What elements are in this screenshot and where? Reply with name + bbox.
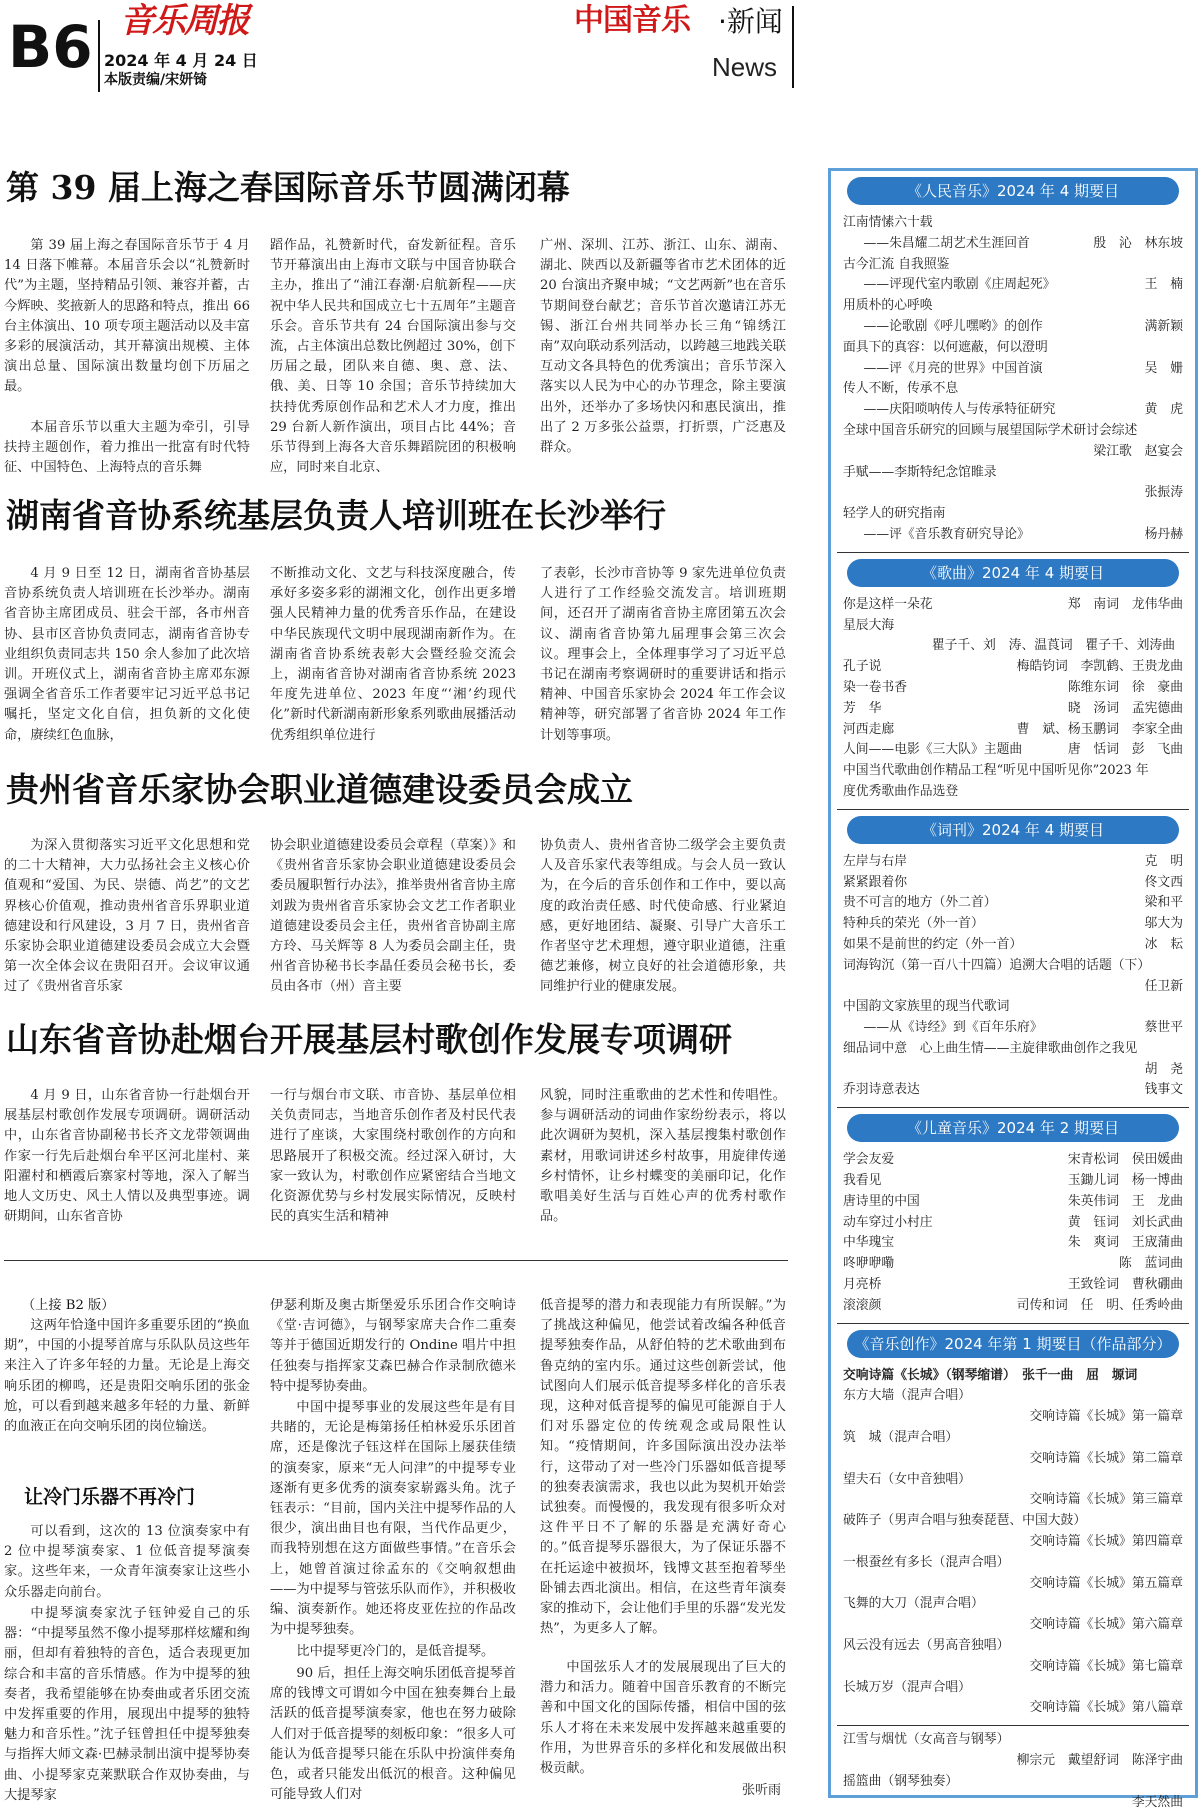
entry-author: 克 明 bbox=[1144, 853, 1183, 869]
entry-author: 郑 南词 龙伟华曲 bbox=[1067, 596, 1183, 612]
contents-entry bbox=[843, 595, 1183, 616]
contents-entry bbox=[843, 914, 1183, 935]
contents-entry bbox=[843, 213, 1183, 234]
entry-author: 王致铨词 曹秋硼曲 bbox=[1067, 1277, 1183, 1293]
entry-title: 一根蚕丝有多长（混声合唱） bbox=[843, 1554, 1010, 1570]
entry-title: 人间——电影《三大队》主题曲 bbox=[843, 742, 1023, 758]
contents-entry bbox=[843, 1657, 1183, 1678]
contents-entry bbox=[843, 699, 1183, 720]
entry-author: 殷 沁 林东坡 bbox=[1093, 235, 1183, 251]
entry-title: 动车穿过小村庄 bbox=[843, 1214, 933, 1230]
contents-entry bbox=[843, 1553, 1183, 1574]
entry-title: 瞿子千、刘 涛、温莨词 瞿子千、刘涛曲 bbox=[931, 638, 1175, 654]
contents-entry bbox=[843, 657, 1183, 678]
header-divider bbox=[98, 20, 100, 92]
entry-author: 蔡世平 bbox=[1144, 1020, 1183, 1036]
article-column: 4 月 9 日至 12 日，湖南省音协基层音协系统负责人培训班在长沙举办。湖南省音协主席团成员、驻会干部，各市州音协、县市区音协负责同志，湖南省音协专业组织负责同志共 150 余人参加了此次培训。开班仪式上，湖南省音协主席邓东源强调全省音乐工作者要牢记习近平总书记嘱托，坚定文化自信，担负新的文化使命，赓续红色血脉， bbox=[4, 566, 250, 743]
entry-author: 陈 蓝词曲 bbox=[1119, 1256, 1183, 1272]
contents-section bbox=[837, 559, 1189, 810]
contents-sidebar bbox=[828, 168, 1198, 1810]
contents-entry bbox=[843, 1615, 1183, 1636]
article-column: 4 月 9 日，山东省音协一行赴烟台开展基层村歌创作发展专项调研。调研活动中，山东省音协副秘书长齐文龙带领调曲作家一行先后赴烟台牟平区河北崖村、莱阳濯村和栖霞后寨家村等地，深入了解当地人文历史、风土人情以及典型事迹。调研期间，山东省音协 bbox=[4, 1088, 250, 1225]
entry-title: 东方大墙（混声合唱） bbox=[843, 1388, 971, 1404]
contents-section-title: 《歌曲》2024 年 4 期要目 bbox=[847, 559, 1179, 587]
entry-title: 传人不断，传承不息 bbox=[843, 381, 959, 397]
contents-entry bbox=[843, 1171, 1183, 1192]
entry-author: 交响诗篇《长城》第八篇章 bbox=[1029, 1700, 1183, 1716]
contents-entry bbox=[843, 1772, 1183, 1793]
entry-title: 手赋——李斯特纪念馆睢录 bbox=[843, 464, 997, 480]
entry-author: 陈维东词 徐 豪曲 bbox=[1067, 679, 1183, 695]
article-subhead: 让冷门乐器不再冷门 bbox=[24, 1486, 196, 1508]
entry-author: 邬大为 bbox=[1144, 916, 1183, 932]
newspaper-logo: 音乐周报 bbox=[120, 1, 248, 41]
article-column: 协会职业道德建设委员会章程（草案）》和《贵州省音乐家协会职业道德建设委员会委员履职暂行办法》，推举贵州省音协主席刘跋为贵州省音乐家协会文艺工作者职业道德建设委员会主任，贵州省音协副主席方玲、马关辉等 8 人为委员会副主任，贵州省音协秘书长李晶任委员会秘书长，委员由各市（州）音主要 bbox=[270, 838, 516, 995]
contents-section bbox=[837, 1330, 1189, 1727]
entry-author: 任卫新 bbox=[1144, 978, 1183, 994]
entry-author: 曹 斌、杨玉鹏词 李家全曲 bbox=[1016, 721, 1183, 737]
entry-title: ——论歌剧《呼儿嘿哟》的创作 bbox=[863, 318, 1043, 334]
contents-entry bbox=[843, 1254, 1183, 1275]
article-headline: 贵州省音乐家协会职业道德建设委员会成立 bbox=[6, 770, 633, 809]
contents-entry bbox=[843, 1275, 1183, 1296]
contents-entry bbox=[843, 255, 1183, 276]
entry-author: 唐 恬词 彭 飞曲 bbox=[1067, 742, 1183, 758]
article-headline: 湖南省音协系统基层负责人培训班在长沙举行 bbox=[6, 496, 666, 535]
entry-title: 中华瑰宝 bbox=[843, 1235, 895, 1251]
entry-author: 交响诗篇《长城》第六篇章 bbox=[1029, 1617, 1183, 1633]
contents-section-title: 《词刊》2024 年 4 期要目 bbox=[847, 816, 1179, 844]
contents-entry bbox=[843, 1470, 1183, 1491]
section-label-en: News bbox=[712, 52, 778, 82]
contents-entry bbox=[843, 935, 1183, 956]
entry-author: 交响诗篇《长城》第一篇章 bbox=[1029, 1409, 1183, 1425]
entry-title: 乔羽诗意表达 bbox=[843, 1082, 920, 1098]
contents-section bbox=[837, 1726, 1189, 1819]
contents-entry bbox=[843, 296, 1183, 317]
issue-date: 2024 年 4 月 24 日 bbox=[104, 51, 258, 70]
contents-entry bbox=[843, 400, 1183, 421]
article-headline: 第 39 届上海之春国际音乐节圆满闭幕 bbox=[6, 168, 570, 207]
contents-entry bbox=[843, 463, 1183, 484]
entry-author: 黄 虎 bbox=[1144, 402, 1183, 418]
contents-entry bbox=[843, 1574, 1183, 1595]
entry-title: ——庆阳唢呐传人与传承特征研究 bbox=[863, 402, 1056, 418]
contents-entry bbox=[843, 956, 1183, 977]
contents-section-title: 《人民音乐》2024 年 4 期要目 bbox=[847, 177, 1179, 205]
entry-title: 全球中国音乐研究的回顾与展望国际学术研讨会综述 bbox=[843, 422, 1138, 438]
header-divider-right bbox=[792, 6, 794, 88]
entry-title: 孔子说 bbox=[843, 659, 882, 675]
contents-section-title: 《音乐创作》2024 年第 1 期要目（作品部分） bbox=[847, 1330, 1179, 1358]
contents-section-title: 《儿童音乐》2024 年 2 期要目 bbox=[847, 1114, 1179, 1142]
contents-entry bbox=[843, 1730, 1183, 1751]
contents-entry bbox=[843, 616, 1183, 637]
entry-author: 交响诗篇《长城》第五篇章 bbox=[1029, 1575, 1183, 1591]
contents-entry bbox=[843, 1636, 1183, 1657]
page-editor: 本版责编/宋妍锜 bbox=[104, 72, 208, 88]
entry-author: 司传和词 任 明、任秀岭曲 bbox=[1016, 1297, 1183, 1313]
entry-author: 吴 姗 bbox=[1144, 360, 1183, 376]
contents-entry bbox=[843, 1490, 1183, 1511]
contents-entry bbox=[843, 1018, 1183, 1039]
entry-title: 咚咿咿嘞 bbox=[843, 1256, 895, 1272]
contents-section bbox=[837, 177, 1189, 553]
contents-entry bbox=[843, 1449, 1183, 1470]
entry-author: 交响诗篇《长城》第七篇章 bbox=[1029, 1658, 1183, 1674]
entry-title: 月亮桥 bbox=[843, 1277, 882, 1293]
entry-author: 宋青松词 侯田媛曲 bbox=[1067, 1152, 1183, 1168]
contents-section bbox=[837, 1114, 1189, 1323]
entry-title: 星辰大海 bbox=[843, 617, 895, 633]
contents-entry bbox=[843, 740, 1183, 761]
contents-entry bbox=[843, 421, 1183, 442]
entry-author: 梁江歌 赵宴会 bbox=[1093, 443, 1183, 459]
contents-entry bbox=[843, 504, 1183, 525]
article-column: 这两年恰逢中国许多重要乐团的“换血期”，中国的小提琴首席与乐队队员这些年来注入了许多年轻的力量。无论是上海交响乐团的柳鸣，还是贵阳交响乐团的张金尬，可以看到越来越多年轻的力量、新鲜的血液正在向交响乐团的岗位输送。 bbox=[4, 1318, 250, 1435]
contents-entry bbox=[843, 1751, 1183, 1772]
contents-section bbox=[837, 816, 1189, 1109]
article-byline: 张听雨 bbox=[742, 1783, 782, 1798]
entry-title: 我看见 bbox=[843, 1173, 882, 1189]
entry-title: ——评《音乐教育研究导论》 bbox=[863, 526, 1030, 542]
entry-title: 江雪与烟忧（女高音与钢琴） bbox=[843, 1732, 1010, 1748]
contents-entry bbox=[843, 317, 1183, 338]
article-column: 协负责人、贵州省音协二级学会主要负责人及音乐家代表等组成。与会人员一致认为，在今后的音乐创作和工作中，要以高度的政治责任感、时代使命感、行业紧迫感，更好地团结、凝聚、引导广大音乐工作者坚守艺术理想，遵守职业道德，注重德艺兼修，树立良好的社会道德形象，共同维护行业的健康发展。 bbox=[540, 838, 786, 995]
contents-list bbox=[837, 848, 1189, 1108]
contents-entry bbox=[843, 1296, 1183, 1317]
contents-entry bbox=[843, 997, 1183, 1018]
entry-title: 学会友爱 bbox=[843, 1152, 895, 1168]
entry-author: 王 楠 bbox=[1144, 277, 1183, 293]
entry-title: 特种兵的荣光（外一首） bbox=[843, 916, 984, 932]
contents-entry bbox=[843, 873, 1183, 894]
contents-entry bbox=[843, 234, 1183, 255]
entry-author: 晓 汤词 孟宪德曲 bbox=[1067, 700, 1183, 716]
contents-entry bbox=[843, 1080, 1183, 1101]
article-column: 第 39 届上海之春国际音乐节于 4 月 14 日落下帷幕。本届音乐会以“礼赞新时代”为主题，坚持精品引领、兼容并蓄，古今辉映、奖掖新人的思路和特点，推出 66 台主体演出、10 项专项主题活动以及丰富多彩的展演活动，其开幕演出规模、主体演出总量、国际演出数量均创下历届之最。 bbox=[4, 238, 250, 395]
entry-title: ——评《月亮的世界》中国首演 bbox=[863, 360, 1043, 376]
contents-list bbox=[837, 1726, 1189, 1819]
entry-title: 河西走廊 bbox=[843, 721, 895, 737]
article-column: 90 后，担任上海交响乐团低音提琴首席的钱博文可谓如今中国在独奏舞台上最活跃的低音提琴演奏家，他也在努力破除人们对于低音提琴的刻板印象：“很多人可能认为低音提琴只能在乐队中扮演伴奏角色，或者只能发出低沉的根音。这种偏见可能导致人们对 bbox=[270, 1666, 516, 1803]
contents-list bbox=[837, 1146, 1189, 1322]
article-column: 中提琴演奏家沈子钰钟爱自己的乐器：“中提琴虽然不像小提琴那样炫耀和绚丽，但却有着独特的音色，适合表现更加综合和丰富的音乐情感。作为中提琴的独奏者，我希望能够在协奏曲或者乐团交流中发挥重要的作用，展现出中提琴的独特魅力和音乐性。”沈子钰曾担任中提琴独奏与指挥大师文森·巴赫录制出演中提琴协奏曲、小提琴家克莱默联合作双协奏曲，与大提琴家 bbox=[4, 1606, 250, 1803]
entry-author: 柳宗元 戴望舒词 陈泽宇曲 bbox=[1016, 1753, 1183, 1768]
article-column: 为深入贯彻落实习近平文化思想和党的二十大精神，大力弘扬社会主义核心价值观和“爱国、为民、崇德、尚艺”的文艺界核心价值观，推动贵州省音乐界职业道德建设和行风建设，3 月 7 日，贵州省音乐家协会职业道德建设委员会成立大会暨第一次全体会议在贵阳召开。会议审议通过了《贵州省音乐家 bbox=[4, 838, 250, 995]
contents-entry bbox=[843, 1386, 1183, 1407]
entry-author: 朱 爽词 王宬蒲曲 bbox=[1067, 1235, 1183, 1251]
entry-title: 古今汇流 自我照鉴 bbox=[843, 256, 950, 272]
entry-author: 梁和平 bbox=[1144, 895, 1183, 911]
contents-entry bbox=[843, 761, 1183, 782]
entry-author: 胡 尧 bbox=[1144, 1061, 1183, 1077]
entry-title: 滚滚颜 bbox=[843, 1297, 882, 1313]
entry-title: 如果不是前世的约定（外一首） bbox=[843, 936, 1023, 952]
entry-author: 梅皓钧词 李凯鹤、王贵龙曲 bbox=[1016, 659, 1183, 675]
entry-title: 交响诗篇《长城》（钢琴缩谱） 张千一曲 屈 塬词 bbox=[843, 1367, 1138, 1383]
contents-entry bbox=[843, 483, 1183, 504]
contents-entry bbox=[843, 1060, 1183, 1081]
entry-title: 面具下的真容：以何遮蔽，何以澄明 bbox=[843, 339, 1048, 355]
article-column: 低音提琴的潜力和表现能力有所误解。”为了挑战这种偏见，他尝试着改编各种低音提琴独奏作品，从舒伯特的艺术歌曲到布鲁克纳的室内乐。通过这些创新尝试，他试图向人们展示低音提琴多样化的音乐表现，这种对低音提琴的偏见可能源自于人们对乐器定位的传统观念或局限性认知。“疫情期间，许多国际演出没办法举行，这带动了对一些冷门乐器如低音提琴的独奏表演需求，我也以此为契机开始尝试独奏。而慢慢的，我发现有很多听众对这件平日不了解的乐器是充满好奇心的。”低音提琴乐器很大，为了保证乐器不在托运途中被损坏，钱博文甚至抱着琴坐卧铺去西北演出。相信，在这些青年演奏家的推动下，会让他们手里的乐器“发光发热”，为更多人了解。 bbox=[540, 1298, 786, 1637]
entry-author: 朱英伟词 王 龙曲 bbox=[1067, 1193, 1183, 1209]
entry-author: 交响诗篇《长城》第四篇章 bbox=[1029, 1534, 1183, 1550]
contents-entry bbox=[843, 1407, 1183, 1428]
contents-entry bbox=[843, 852, 1183, 873]
entry-title: 望夫石（女中音独唱） bbox=[843, 1471, 971, 1487]
contents-entry bbox=[843, 1698, 1183, 1719]
article-column: 伊瑟利斯及奥古斯堡爱乐乐团合作交响诗《堂·吉诃德》，与钢琴家席夫合作二重奏等并于德国近期发行的 Ondine 唱片中担任独奏与指挥家艾森巴赫合作录制欣德米特中提琴协奏曲。 bbox=[270, 1298, 516, 1394]
entry-author: 张振涛 bbox=[1144, 485, 1183, 501]
entry-title: 中国当代歌曲创作精品工程“听见中国听见你”2023 年 bbox=[843, 763, 1149, 779]
article-column: 一行与烟台市文联、市音协、基层单位相关负责同志，当地音乐创作者及村民代表进行了座谈，大家围绕村歌创作的方向和思路展开了积极交流。经过深入研讨，大家一致认为，村歌创作应紧密结合当地文化资源优势与乡村发展实际情况，反映村民的真实生活和精神 bbox=[270, 1088, 516, 1225]
contents-entry bbox=[843, 442, 1183, 463]
entry-title: ——评现代室内歌剧《庄周起死》 bbox=[863, 277, 1056, 293]
contents-entry bbox=[843, 1039, 1183, 1060]
entry-title: 度优秀歌曲作品选登 bbox=[843, 783, 959, 799]
entry-title: 紧紧跟着你 bbox=[843, 874, 907, 890]
section-divider bbox=[4, 1260, 788, 1261]
section-label: ·新闻 bbox=[718, 5, 783, 38]
entry-title: 轻学人的研究指南 bbox=[843, 506, 946, 522]
entry-title: 中国韵文家族里的现当代歌词 bbox=[843, 999, 1010, 1015]
contents-entry bbox=[843, 977, 1183, 998]
brand-logo: 中国音乐 bbox=[574, 3, 690, 38]
page-number: B6 bbox=[8, 13, 93, 81]
entry-title: 你是这样一朵花 bbox=[843, 596, 933, 612]
article-column: 比中提琴更冷门的，是低音提琴。 bbox=[296, 1644, 495, 1659]
entry-author: 佟文西 bbox=[1144, 874, 1183, 890]
entry-author: 满新颖 bbox=[1144, 318, 1183, 334]
entry-author: 冰 耘 bbox=[1144, 936, 1183, 952]
contents-entry bbox=[843, 379, 1183, 400]
contents-entry bbox=[843, 1366, 1183, 1387]
contents-entry bbox=[843, 1192, 1183, 1213]
contents-entry bbox=[843, 720, 1183, 741]
article-column: 中国中提琴事业的发展这些年是有目共睹的，无论是梅第扬任柏林爱乐乐团首席，还是像沈子钰这样在国际上屡获佳绩的演奏家，原来“无人问津”的中提琴专业逐渐有更多优秀的演奏家崭露头角。沈子钰表示：“目前，国内关注中提琴作品的人很少，演出曲目也有限，当代作品更少，而我特别想在这方面做些事情。”在音乐会上，她曾首演过徐孟东的《交响叙想曲——为中提琴与管弦乐队而作》，并积极收编、演奏新作。她还将皮亚佐拉的作品改为中提琴独奏。 bbox=[270, 1400, 516, 1638]
article-column: 了表彰，长沙市音协等 9 家先进单位负责人进行了工作经验交流发言。培训班期间，还召开了湖南省音协主席团第五次会议、湖南省音协第九届理事会第三次会议。理事会上，全体理事学习了习近平总书记在湖南考察调研时的重要讲话和指示精神、中国音乐家协会 2024 年工作会议精神等，研究部署了省音协 2024 年工作计划等事项。 bbox=[540, 566, 786, 743]
entry-author: 交响诗篇《长城》第二篇章 bbox=[1029, 1450, 1183, 1466]
contents-entry bbox=[843, 782, 1183, 803]
contents-entry bbox=[843, 1793, 1183, 1814]
contents-entry bbox=[843, 1678, 1183, 1699]
article-column: 风貌，同时注重歌曲的艺术性和传唱性。参与调研活动的词曲作家纷纷表示，将以此次调研为契机，深入基层搜集村歌创作素材，用歌词讲述乡村故事，用旋律传递乡村情怀，让乡村蝶变的美丽印记，化作歌唱美好生活与百姓心声的优秀村歌作品。 bbox=[540, 1088, 786, 1225]
entry-author: 交响诗篇《长城》第三篇章 bbox=[1029, 1492, 1183, 1508]
entry-title: 风云没有远去（男高音独唱） bbox=[843, 1638, 1010, 1654]
entry-title: ——朱昌耀二胡艺术生涯回首 bbox=[863, 235, 1030, 251]
contents-list bbox=[837, 591, 1189, 809]
entry-title: 破阵子（男声合唱与独奏琵琶、中国大鼓） bbox=[843, 1513, 1087, 1529]
contents-entry bbox=[843, 1594, 1183, 1615]
contents-entry bbox=[843, 1511, 1183, 1532]
contents-entry bbox=[843, 678, 1183, 699]
contents-entry bbox=[843, 1428, 1183, 1449]
article-column: 蹈作品，礼赞新时代，奋发新征程。音乐节开幕演出由上海市文联与中国音协联合主办，推出了“浦江春潮·启航新程——庆祝中华人民共和国成立七十五周年”主题音乐会。音乐节共有 24 台国际演出参与交流，占主体演出总数比例超过 30%，创下历届之最，团队来自德、奥、意、法、俄、美、日等 10 余国；音乐节持续加大扶持优秀原创作品和艺术人才力度，推出 29 台新人新作演出，项目占比 44%；音乐节得到上海各大音乐舞蹈院团的积极响应，同时来自北京、 bbox=[270, 238, 516, 476]
entry-author: 黄 钰词 刘长武曲 bbox=[1067, 1214, 1183, 1230]
contents-entry bbox=[843, 525, 1183, 546]
contents-entry bbox=[843, 1532, 1183, 1553]
article-column: 不断推动文化、文艺与科技深度融合，传承好多姿多彩的湖湘文化，创作出更多增强人民精神力量的优秀音乐作品，在建设中华民族现代文明中展现湖南新作为。在湖南省音协系统表彰大会暨经验交流会上，湖南省音协对湖南省音协系统 2023 年度先进单位、2023 年度“‘湘’约现代化”新时代新湖南新形象系列歌曲展播活动优秀组织单位进行 bbox=[270, 566, 516, 743]
entry-title: 贵不可言的地方（外二首） bbox=[843, 895, 997, 911]
article-column: 广州、深圳、江苏、浙江、山东、湖南、湖北、陕西以及新疆等省市艺术团体的近 20 台演出齐聚申城；“文艺两新”也在音乐节期间登台献艺；音乐节首次邀请江苏无锡、浙江台州共同举办长三角“锦绣江南”双向联动系列活动，以跨越三地践关联互动文各具特色的优秀演出；音乐节深入落实以人民为中心的办节理念，除主要演出外，还举办了多场快闪和惠民演出，推出了 2 万多张公益票，打折票，广泛惠及群众。 bbox=[540, 238, 786, 456]
jump-note: （上接 B2 版） bbox=[22, 1298, 115, 1313]
entry-title: 染一卷书香 bbox=[843, 679, 907, 695]
entry-title: 筑 城（混声合唱） bbox=[843, 1430, 959, 1446]
entry-title: 江南情愫六十载 bbox=[843, 215, 933, 230]
contents-entry bbox=[843, 338, 1183, 359]
entry-title: 用质朴的心呼唤 bbox=[843, 298, 933, 314]
entry-title: 左岸与右岸 bbox=[843, 853, 907, 869]
article-headline: 山东省音协赴烟台开展基层村歌创作发展专项调研 bbox=[6, 1020, 732, 1059]
entry-author: 钱事文 bbox=[1144, 1082, 1183, 1098]
entry-title: 芳 华 bbox=[843, 700, 882, 716]
entry-title: 词海钩沉（第一百八十四篇）追溯大合唱的话题（下） bbox=[843, 957, 1151, 973]
contents-entry bbox=[843, 893, 1183, 914]
entry-author: 杨丹赫 bbox=[1144, 526, 1183, 542]
contents-list bbox=[837, 209, 1189, 552]
contents-entry bbox=[843, 359, 1183, 380]
contents-entry bbox=[843, 275, 1183, 296]
entry-title: ——从《诗经》到《百年乐府》 bbox=[863, 1020, 1043, 1036]
entry-title: 摇篮曲（钢琴独奏） bbox=[843, 1773, 959, 1789]
entry-title: 唐诗里的中国 bbox=[843, 1193, 920, 1209]
article-column: 中国弦乐人才的发展展现出了巨大的潜力和活力。随着中国音乐教育的不断完善和中国文化的国际传播，相信中国的弦乐人才将在未来发展中发挥越来越重要的作用，为世界音乐的多样化和发展做出积极贡献。 bbox=[540, 1660, 786, 1777]
article-column: 可以看到，这次的 13 位演奏家中有 2 位中提琴演奏家、1 位低音提琴演奏家。这些年来，一众青年演奏家让这些小众乐器走向前台。 bbox=[4, 1524, 250, 1600]
contents-entry bbox=[843, 1233, 1183, 1254]
contents-list bbox=[837, 1362, 1189, 1726]
contents-entry bbox=[843, 636, 1183, 657]
entry-title: 细品词中意 心上曲生情——主旋律歌曲创作之我见 bbox=[843, 1040, 1138, 1056]
entry-title: 飞舞的大刀（混声合唱） bbox=[843, 1596, 984, 1612]
contents-entry bbox=[843, 1150, 1183, 1171]
contents-entry bbox=[843, 1213, 1183, 1234]
entry-title: 长城万岁（混声合唱） bbox=[843, 1679, 971, 1695]
entry-author: 李天然曲 bbox=[1131, 1794, 1183, 1810]
article-column: 本届音乐节以重大主题为牵引，引导扶持主题创作，着力推出一批富有时代特征、中国特色、上海特点的音乐舞 bbox=[4, 420, 250, 476]
entry-author: 玉鋤儿词 杨一博曲 bbox=[1067, 1173, 1183, 1189]
